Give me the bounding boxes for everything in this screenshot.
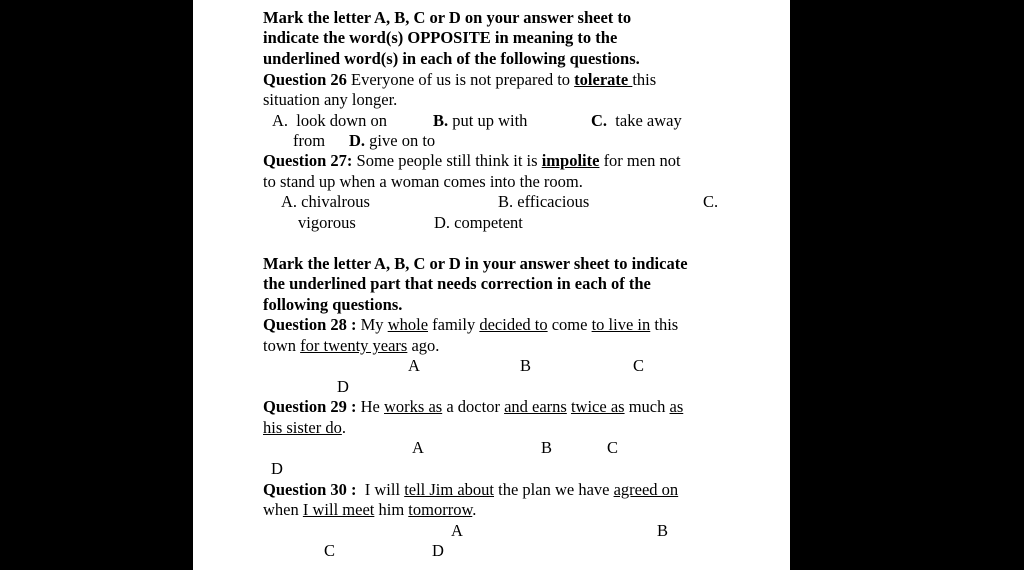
text: town [263,336,301,355]
section2-instruction-line1: Mark the letter A, B, C or D in your answer sheet to indicate [263,254,688,273]
option-text: look down on [296,111,388,130]
section1-instruction-line2: indicate the word(s) OPPOSITE in meaning to the [263,28,618,47]
question-26-option-d [349,131,435,151]
question-27-option-d: D. competent [434,213,523,232]
question-27-option-c-cont: vigorous [298,213,356,232]
question-27-underlined-word: impolite [541,151,600,170]
text: the plan we have [494,480,614,499]
underlined-part: as [669,397,684,416]
question-29-label-c: C [607,438,619,457]
question-29-stem-line2 [263,418,346,438]
question-28-label-b: B [520,356,532,375]
underlined-part: twice as [570,397,625,416]
question-26-stem [263,70,656,90]
text: family [428,315,480,334]
text: when [263,500,303,519]
section1-instruction-line3: underlined word(s) in each of the following questions. [263,49,640,68]
question-27-text-end: for men not [599,151,681,170]
question-26-label: Question 26 [263,70,347,89]
text: much [624,397,670,416]
section2-instruction-line2: the underlined part that needs correction in each of the [263,274,651,293]
question-29-label-d: D [271,459,283,478]
question-30-stem-line2 [263,500,476,520]
question-26-underlined-word: tolerate [574,70,633,89]
question-26-option-c-cont: from [293,131,326,150]
question-29-stem [263,397,683,417]
question-27-text: Some people still think it is [356,151,542,170]
underlined-part: and earns [504,397,567,416]
question-30-label-b: B [657,521,669,540]
text: He [360,397,385,416]
text: My [360,315,388,334]
option-text: give on to [369,131,436,150]
underlined-part: I will meet [302,500,375,519]
section1-instruction-line1: Mark the letter A, B, C or D on your answer sheet to [263,8,632,27]
question-27-option-b: B. efficacious [498,192,590,211]
question-27-option-a: A. chivalrous [281,192,370,211]
underlined-part: for twenty years [300,336,408,355]
question-26-option-c [591,111,682,131]
document-page [193,0,790,570]
question-28-stem-line2 [263,336,439,356]
option-text: take away [615,111,682,130]
text: come [547,315,592,334]
section2-instruction-line3: following questions. [263,295,403,314]
question-27-option-c: C. [703,192,719,211]
question-26-text-end: this [632,70,657,89]
question-28-label-c: C [633,356,645,375]
question-26-option-b [433,111,527,131]
underlined-part: to live in [591,315,651,334]
option-text: put up with [452,111,528,130]
question-26-stem-line2: situation any longer. [263,90,398,109]
option-letter: A. [272,111,289,130]
question-28-label-d: D [337,377,349,396]
text: him [374,500,409,519]
text: this [650,315,679,334]
question-26-option-a [272,111,387,131]
text: ago. [407,336,440,355]
question-27-label: Question 27: [263,151,353,170]
question-29-label: Question 29 : [263,397,357,416]
question-26-text: Everyone of us is not prepared to [351,70,575,89]
text: . [472,500,477,519]
underlined-part: agreed on [613,480,679,499]
question-28-label-a: A [408,356,420,375]
question-30-label: Question 30 : [263,480,357,499]
underlined-part: whole [387,315,429,334]
question-30-label-a: A [451,521,463,540]
question-28-label: Question 28 : [263,315,357,334]
underlined-part: works as [384,397,443,416]
underlined-part: tell Jim about [404,480,495,499]
text: I will [360,480,405,499]
question-28-stem [263,315,678,335]
option-letter: D. [349,131,366,150]
question-29-label-b: B [541,438,553,457]
underlined-part: tomorrow [408,500,473,519]
question-27-stem [263,151,681,171]
question-30-label-d: D [432,541,444,560]
underlined-part: his sister do [263,418,342,437]
question-30-stem [263,480,678,500]
question-30-label-c: C [324,541,336,560]
question-27-stem-line2: to stand up when a woman comes into the room. [263,172,583,191]
question-29-label-a: A [412,438,424,457]
option-letter: B. [433,111,449,130]
text: . [341,418,346,437]
underlined-part: decided to [479,315,548,334]
text: a doctor [442,397,505,416]
option-letter: C. [591,111,608,130]
